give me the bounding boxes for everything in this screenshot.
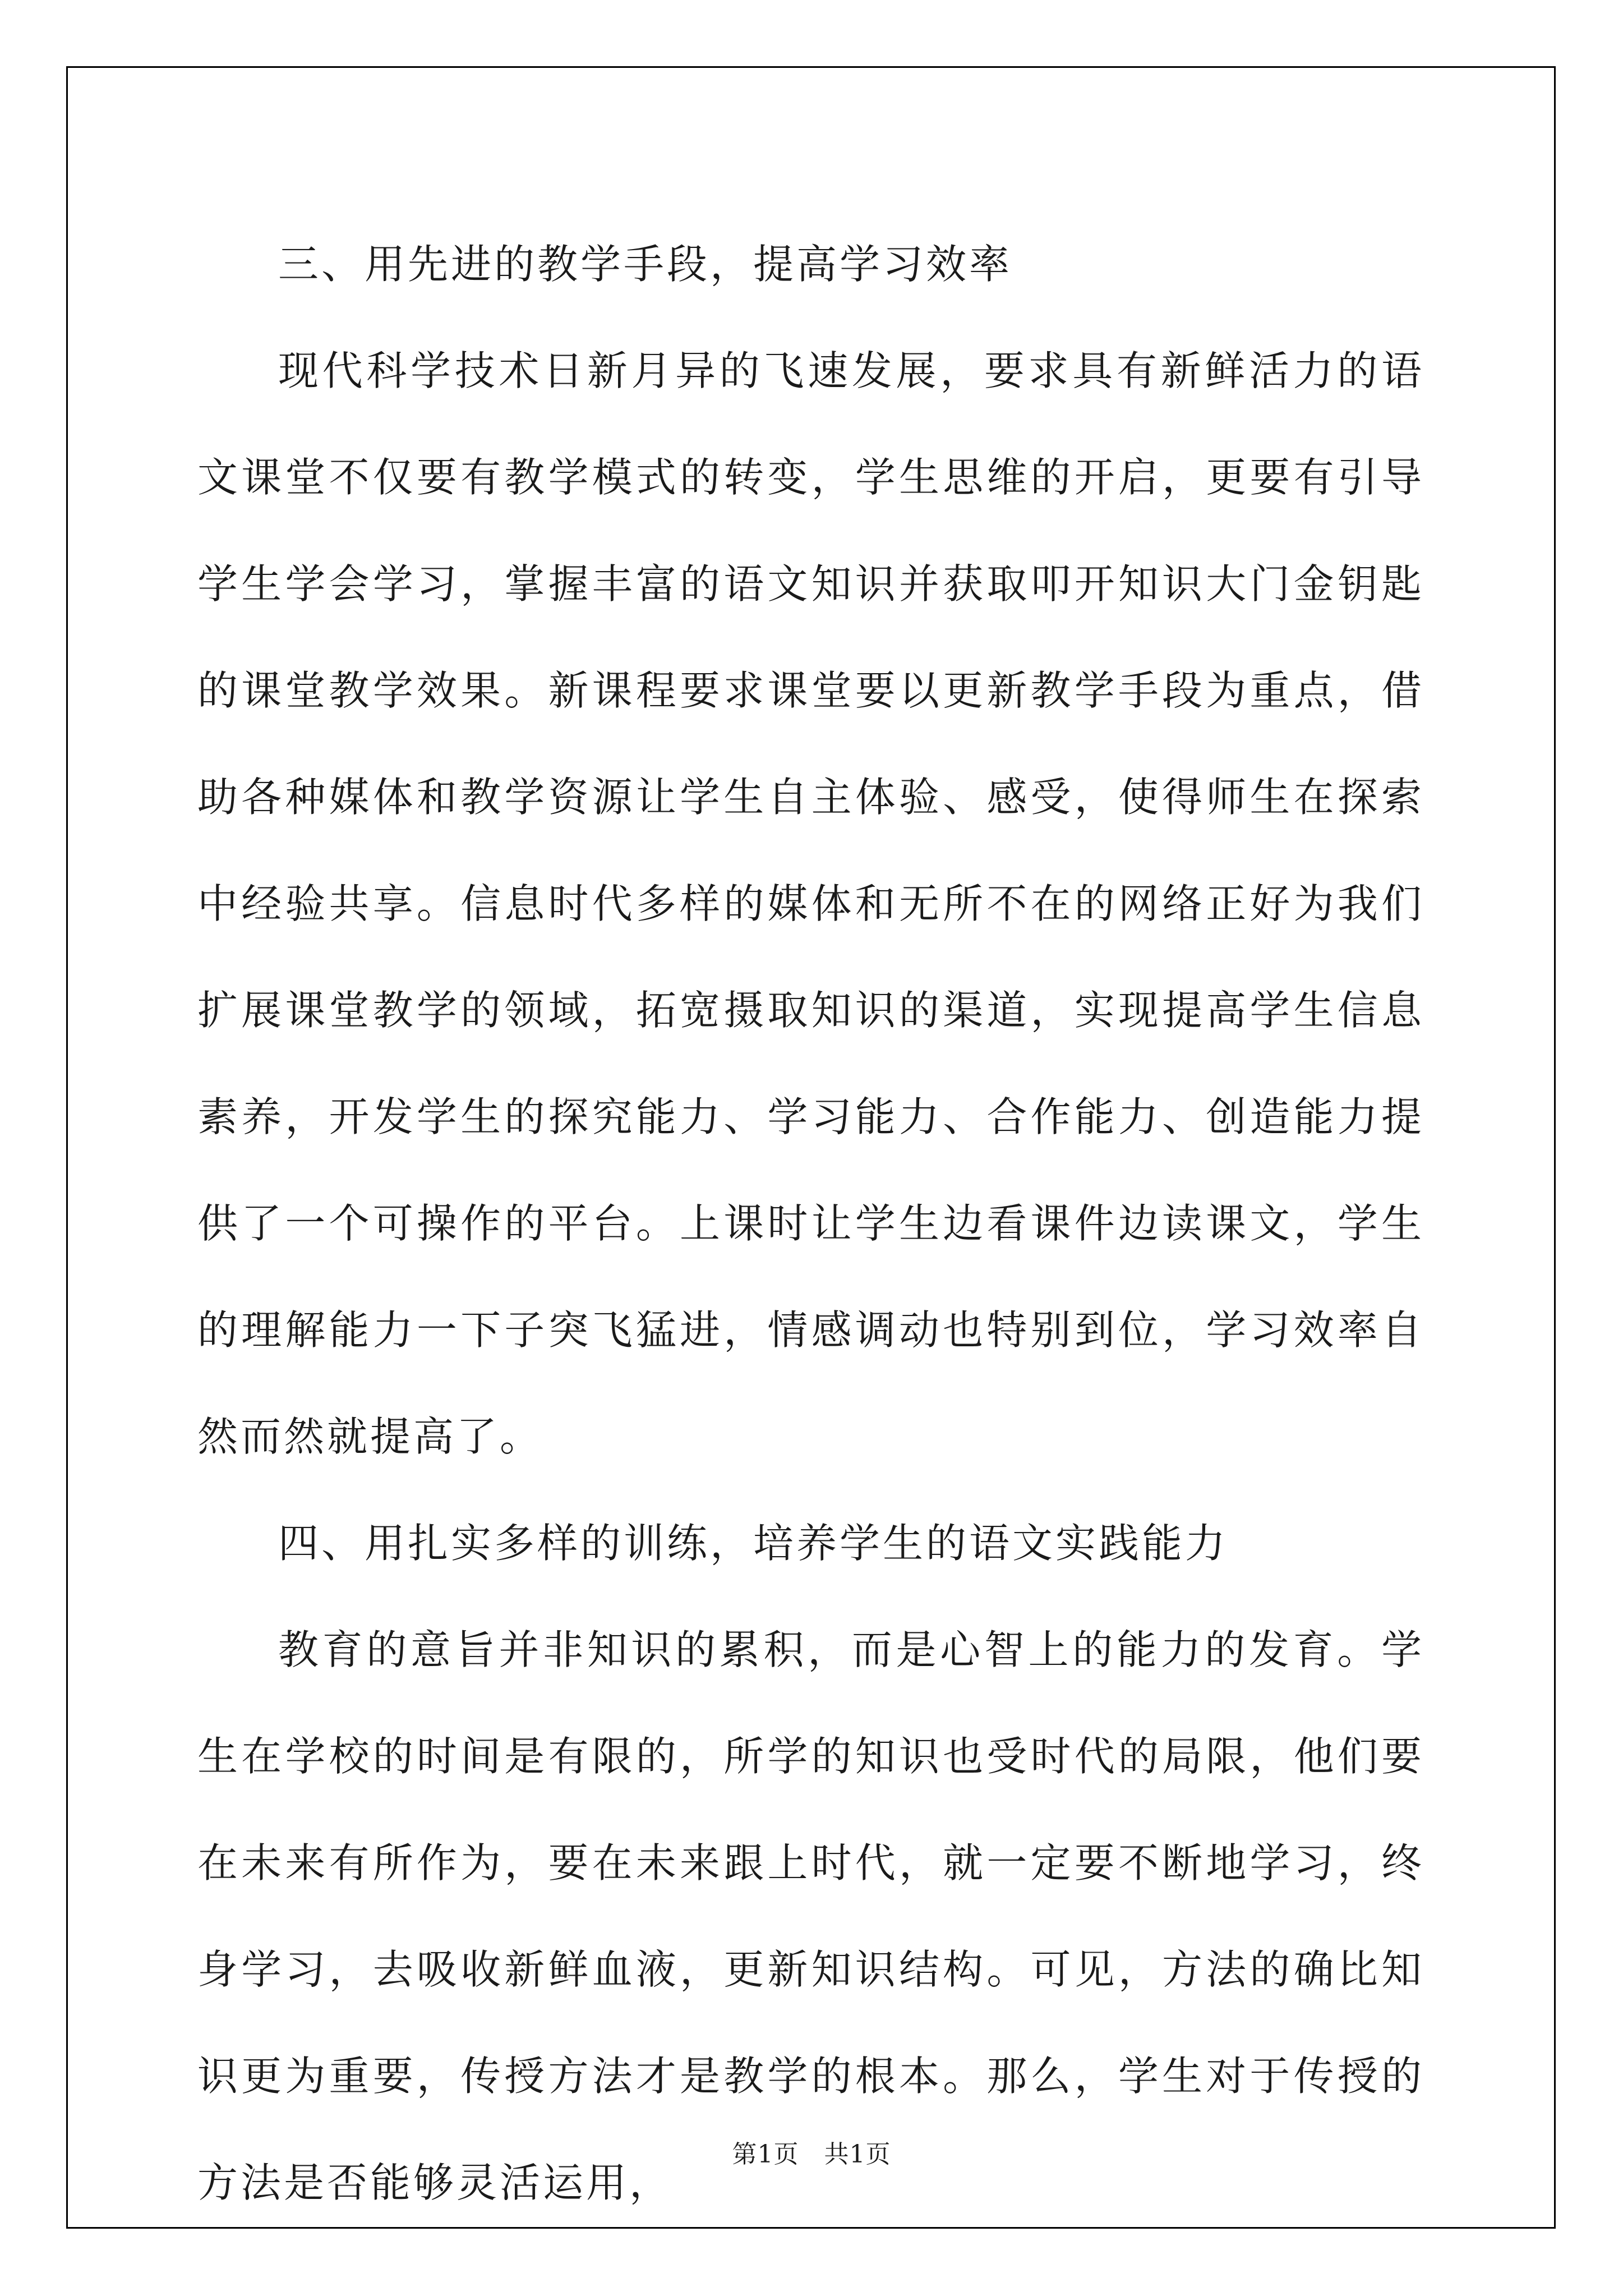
page-footer: 第1页 共1页: [732, 2140, 891, 2169]
paragraph-practice-training: 教育的意旨并非知识的累积，而是心智上的能力的发育。学生在学校的时间是有限的，所学的知识也受时代的局限，他们要在未来有所作为，要在未来跟上时代，就一定要不断地学习，终身学习，去吸收新鲜血液，更新知识结构。可见，方法的确比知识更为重要，传授方法才是教学的根本。那么，学生对于传授的方法是否能够灵活运用，: [197, 1626, 1424, 2206]
section-heading-3: 三、用先进的教学手段，提高学习效率: [278, 241, 1013, 288]
section-heading-4: 四、用扎实多样的训练，培养学生的语文实践能力: [278, 1520, 1229, 1567]
document-body: [197, 211, 1424, 2236]
paragraph-teaching-methods: 现代科学技术日新月异的飞速发展，要求具有新鲜活力的语文课堂不仅要有教学模式的转变，学生思维的开启，更要有引导学生学会学习，掌握丰富的语文知识并获取叩开知识大门金钥匙的课堂教学效果。新课程要求课堂要以更新教学手段为重点，借助各种媒体和教学资源让学生自主体验、感受，使得师生在探索中经验共享。信息时代多样的媒体和无所不在的网络正好为我们扩展课堂教学的领域，拓宽摄取知识的渠道，实现提高学生信息素养，开发学生的探究能力、学习能力、合作能力、创造能力提供了一个可操作的平台。上课时让学生边看课件边读课文，学生的理解能力一下子突飞猛进，情感调动也特别到位，学习效率自然而然就提高了。: [197, 347, 1424, 1460]
